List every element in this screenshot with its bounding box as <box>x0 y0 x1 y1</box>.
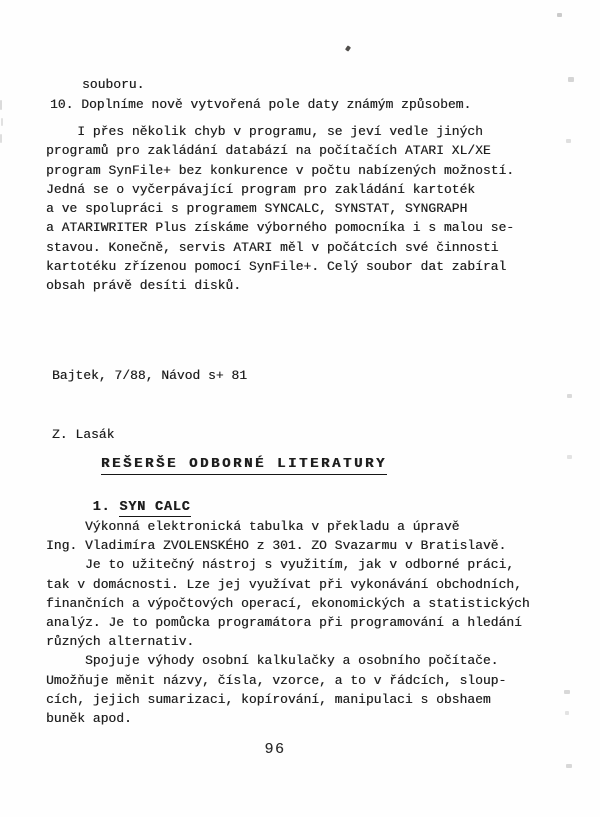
signature-author: Z. Lasák <box>52 426 115 442</box>
signature-source: Bajtek, 7/88, Návod s+ 81 <box>52 368 248 383</box>
text-line: Umožňuje měnit názvy, čísla, vzorce, a to v řádcích, sloup- <box>46 672 507 688</box>
text-line: stavou. Konečně, servis ATARI měl v počátcích své činnosti <box>46 239 499 255</box>
text-line: analýz. Je to pomůcka programátora při programování a hledání <box>46 615 522 631</box>
scan-speck <box>1 118 3 126</box>
scan-speck <box>568 77 574 82</box>
scan-speck <box>345 45 351 51</box>
page-number: 96 <box>264 741 286 758</box>
scan-speck <box>565 711 569 715</box>
text-line: Jedná se o vyčerpávající program pro zakládání kartoték <box>46 181 476 197</box>
paragraph-syncalc <box>46 517 530 728</box>
scan-speck <box>0 100 2 110</box>
scan-speck <box>0 134 2 143</box>
text-line: buněk apod. <box>46 711 132 727</box>
scan-speck <box>567 394 572 398</box>
scan-speck <box>564 690 570 694</box>
text-line: kartotéku zřízenou pomocí SynFile+. Celý soubor dat zabíral <box>46 259 507 275</box>
text-line: I přes několik chyb v programu, se jeví vedle jiných <box>46 124 483 139</box>
text-line: finančních a výpočtových operací, ekonomických a statistických <box>46 595 530 611</box>
numbered-list-item-10: 10. Doplníme nově vytvořená pole daty známým způsobem. <box>50 97 472 112</box>
text-line: programů pro zakládání databází na počítačích ATARI XL/XE <box>46 143 491 159</box>
text-line: Spojuje výhody osobní kalkulačky a osobního počítače. <box>46 653 499 669</box>
text-line: cích, jejich sumarizaci, kopírování, manipulaci s obshaem <box>46 691 491 707</box>
text-line: a ve spolupráci s programem SYNCALC, SYNSTAT, SYNGRAPH <box>46 201 468 217</box>
text-line: tak v domácnosti. Lze jej využívat při vykonávání obchodních, <box>46 576 522 592</box>
text-line: Výkonná elektronická tabulka v překladu a úpravě <box>46 519 460 534</box>
scan-speck <box>567 455 572 459</box>
list-item-continuation: souboru. <box>82 77 145 92</box>
subsection-title: SYN CALC <box>119 500 191 515</box>
scan-speck <box>566 139 571 143</box>
text-line: Ing. Vladimíra ZVOLENSKÉHO z 301. ZO Svazarmu v Bratislavě. <box>46 538 507 554</box>
section-heading-text: REŠERŠE ODBORNÉ LITERATURY <box>101 456 387 475</box>
text-line: a ATARIWRITER Plus získáme výborného pomocníka i s malou se- <box>46 220 515 236</box>
text-line: obsah právě desíti disků. <box>46 278 242 294</box>
section-heading <box>57 440 387 491</box>
scan-speck <box>557 13 562 17</box>
text-line: program SynFile+ bez konkurence v počtu nabízených možností. <box>46 162 515 178</box>
text-line: různých alternativ. <box>46 634 195 650</box>
paragraph-synfile <box>46 122 514 296</box>
text-line: Je to užitečný nástroj s využitím, jak v odborné práci, <box>46 557 515 573</box>
subsection-number: 1. <box>92 500 120 515</box>
scan-speck <box>566 764 572 768</box>
